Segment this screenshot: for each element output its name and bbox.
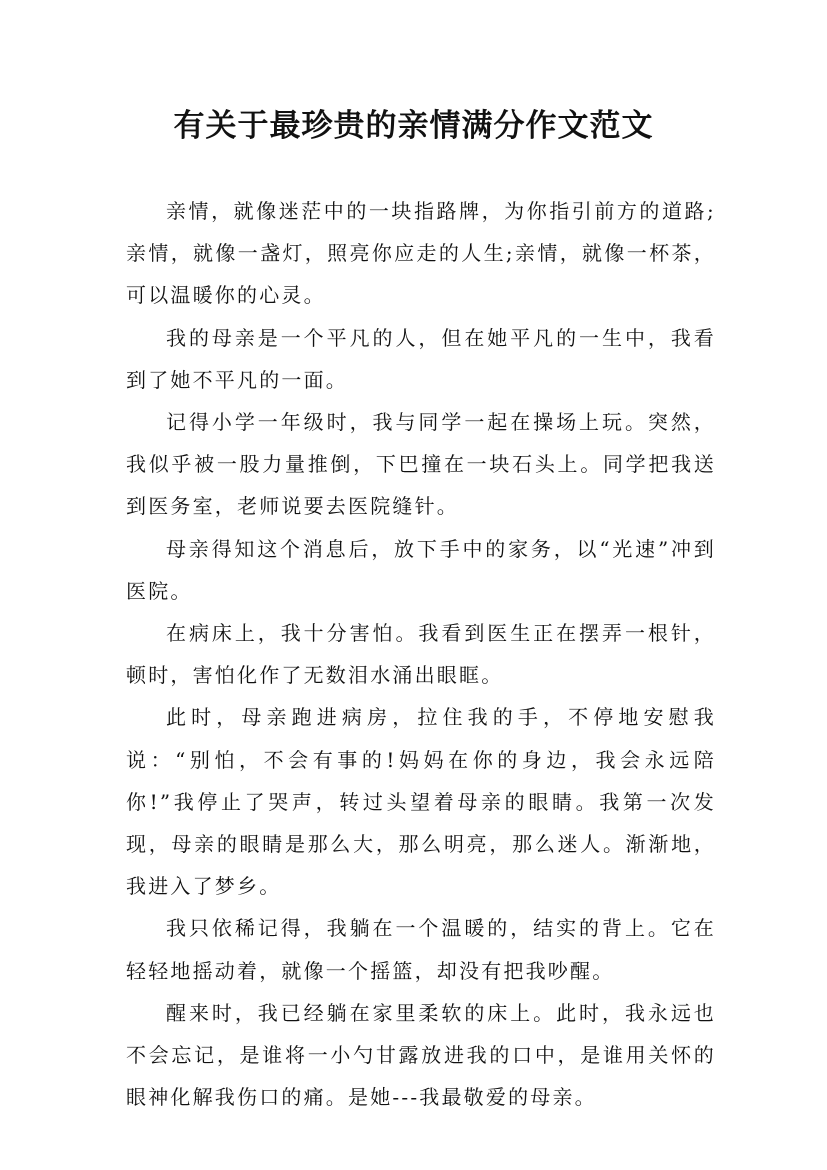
document-title: 有关于最珍贵的亲情满分作文范文 [173,108,654,144]
paragraph: 我的母亲是一个平凡的人，但在她平凡的一生中，我看到了她不平凡的一面。 [126,325,716,392]
paragraph: 母亲得知这个消息后，放下手中的家务，以“光速”冲到医院。 [126,536,716,603]
paragraph: 在病床上，我十分害怕。我看到医生正在摆弄一根针，顿时，害怕化作了无数泪水涌出眼眶。 [126,621,716,688]
paragraph: 此时，母亲跑进病房，拉住我的手，不停地安慰我说：“别怕，不会有事的!妈妈在你的身边，我会永远陪你!”我停止了哭声，转过头望着母亲的眼睛。我第一次发现，母亲的眼睛是那么大，那么明亮，那么迷人。渐渐地，我进入了梦乡。 [126,705,716,899]
paragraph: 醒来时，我已经躺在家里柔软的床上。此时，我永远也不会忘记，是谁将一小勺甘露放进我的口中，是谁用关怀的眼神化解我伤口的痛。是她---我最敬爱的母亲。 [126,1000,716,1110]
paragraph: 记得小学一年级时，我与同学一起在操场上玩。突然，我似乎被一股力量推倒，下巴撞在一块石头上。同学把我送到医务室，老师说要去医院缝针。 [126,410,716,519]
paragraph: 亲情，就像迷茫中的一块指路牌，为你指引前方的道路;亲情，就像一盏灯，照亮你应走的人生;亲情，就像一杯茶，可以温暖你的心灵。 [126,199,716,308]
paragraph: 我只依稀记得，我躺在一个温暖的，结实的背上。它在轻轻地摇动着，就像一个摇篮，却没有把我吵醒。 [126,916,716,983]
document-body [126,190,716,1118]
